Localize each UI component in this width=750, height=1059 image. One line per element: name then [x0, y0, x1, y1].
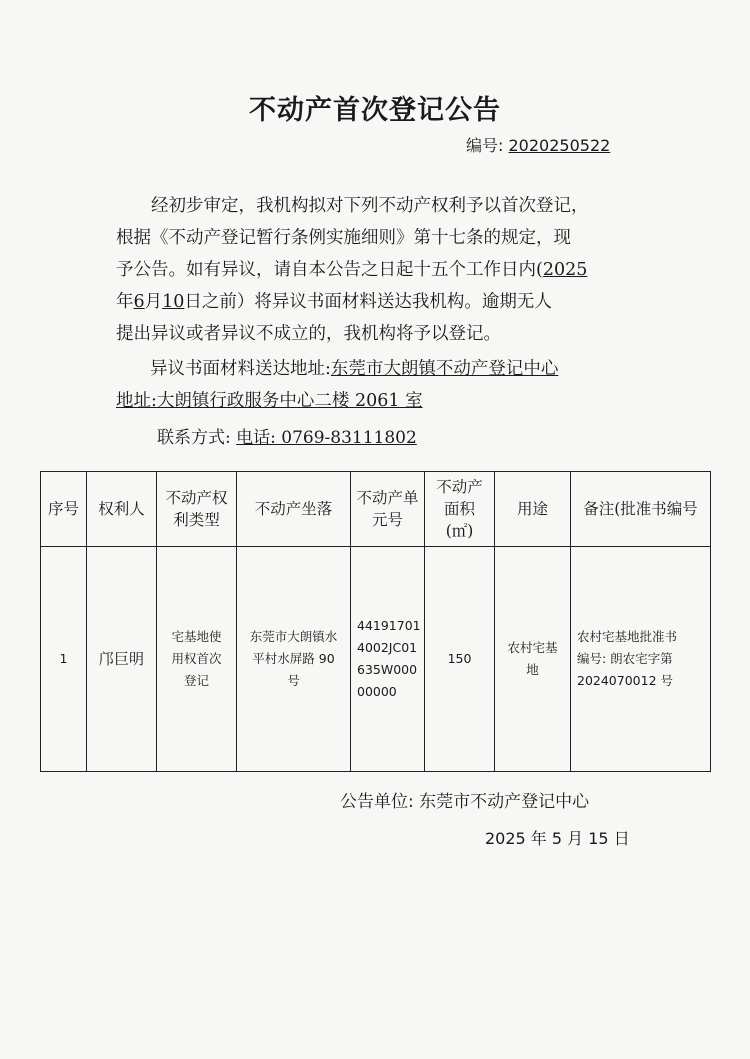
paragraph-line-3 — [116, 254, 646, 286]
cell-remark-line-3: 2024070012 号 — [577, 673, 674, 688]
header-unit-line-2: 元号 — [371, 511, 403, 529]
notice-number-value: 2020250522 — [508, 136, 611, 155]
notice-number — [466, 133, 610, 156]
cell-unit-line-2: 4002JC01 — [357, 640, 418, 655]
paragraph-line-4 — [116, 286, 646, 318]
cell-unit-line-3: 635W000 — [357, 662, 418, 677]
header-right-type-line-1: 不动产权 — [165, 489, 228, 507]
cell-location-line-3: 号 — [287, 673, 300, 688]
issue-date: 2025 年 5 月 15 日 — [485, 829, 630, 848]
objection-address-label: 异议书面材料送达地址: — [150, 359, 331, 379]
header-right-type — [157, 472, 237, 547]
office-address — [116, 385, 423, 417]
contact-label: 联系方式: — [157, 428, 231, 448]
cell-remark — [571, 547, 711, 772]
notice-number-label: 编号: — [466, 136, 504, 155]
deadline-month: 6 — [133, 292, 145, 312]
cell-unit-line-4: 00000 — [357, 684, 397, 699]
table-header-row — [41, 472, 711, 547]
cell-usage-line-2: 地 — [526, 662, 539, 677]
paragraph-line-2: 根据《不动产登记暂行条例实施细则》第十七条的规定，现 — [116, 228, 571, 248]
header-index: 序号 — [41, 472, 87, 547]
header-location: 不动产坐落 — [237, 472, 351, 547]
cell-right-type-line-1: 宅基地使 — [171, 629, 222, 644]
cell-location — [237, 547, 351, 772]
deadline-year: 2025 — [542, 260, 588, 280]
header-holder: 权利人 — [87, 472, 157, 547]
cell-area: 150 — [425, 547, 495, 772]
cell-holder: 邝巨明 — [87, 547, 157, 772]
issuing-unit: 公告单位: 东莞市不动产登记中心 — [340, 792, 590, 812]
cell-location-line-2: 平村水屏路 90 — [252, 651, 335, 666]
header-area — [425, 472, 495, 547]
objection-address — [150, 353, 558, 385]
cell-location-line-1: 东莞市大朗镇水 — [249, 629, 338, 644]
paragraph-line-4-text: 日之前）将异议书面材料送达我机构。逾期无人 — [184, 292, 552, 312]
cell-remark-line-1: 农村宅基地批准书 — [577, 629, 678, 644]
paragraph-line-5: 提出异议或者异议不成立的，我机构将予以登记。 — [116, 324, 501, 344]
contact-phone: 电话: 0769-83111802 — [236, 428, 417, 448]
cell-unit-line-1: 44191701 — [357, 618, 421, 633]
month-suffix: 月 — [144, 292, 163, 312]
header-right-type-line-2: 利类型 — [173, 511, 220, 529]
header-usage: 用途 — [495, 472, 571, 547]
cell-index: 1 — [41, 547, 87, 772]
cell-usage-line-1: 农村宅基 — [507, 640, 558, 655]
table-row — [41, 547, 711, 772]
office-address-value: 大朗镇行政服务中心二楼 2061 室 — [156, 391, 423, 411]
registration-table — [40, 471, 711, 772]
contact-info — [157, 423, 455, 448]
year-suffix: 年 — [116, 292, 134, 312]
cell-usage — [495, 547, 571, 772]
cell-right-type-line-3: 登记 — [183, 673, 209, 688]
header-remark: 备注(批准书编号 — [571, 472, 711, 547]
paragraph-line-1: 经初步审定，我机构拟对下列不动产权利予以首次登记， — [151, 196, 589, 216]
cell-unit-number — [351, 547, 425, 772]
paragraph-line-3-text: 予公告。如有异议，请自本公告之日起十五个工作日内( — [116, 260, 543, 280]
header-unit-number — [351, 472, 425, 547]
header-area-line-1: 不动产 — [436, 478, 483, 496]
cell-right-type — [157, 547, 237, 772]
office-address-label: 地址: — [116, 391, 157, 411]
header-area-line-2: 面积 — [443, 500, 475, 518]
objection-address-value: 东莞市大朗镇不动产登记中心 — [330, 359, 559, 379]
header-area-line-3: (㎡) — [445, 522, 474, 540]
cell-remark-line-2: 编号: 朗农宅字第 — [577, 651, 673, 666]
header-unit-line-1: 不动产单 — [356, 489, 419, 507]
deadline-day: 10 — [162, 292, 185, 312]
cell-right-type-line-2: 用权首次 — [171, 651, 222, 666]
notice-title: 不动产首次登记公告 — [249, 95, 501, 126]
